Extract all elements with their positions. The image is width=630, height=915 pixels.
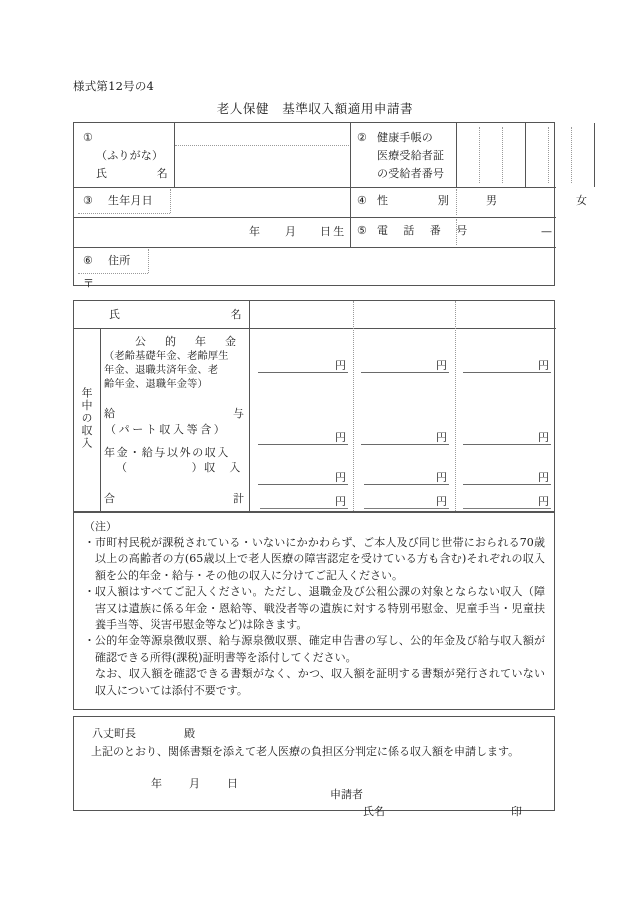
divider	[74, 328, 556, 329]
amount-rule	[260, 508, 348, 509]
note-continuation: なお、収入額を確認できる書類がなく、かつ、収入額を証明する書類が発行されていない収入については添付不要です。	[95, 667, 545, 697]
field-number-1: ①	[83, 131, 94, 144]
phone-divider	[456, 219, 457, 245]
health-book-label-l1: 健康手帳の	[377, 131, 433, 144]
health-book-label-l3: の受給者番号	[377, 167, 445, 180]
gender-option-male[interactable]: 男	[486, 194, 498, 207]
currency-unit: 円	[538, 471, 549, 484]
income-amount-other-3[interactable]	[463, 469, 551, 485]
currency-unit: 円	[335, 431, 346, 444]
divider	[74, 187, 556, 188]
gender-option-female[interactable]: 女	[576, 194, 588, 207]
amount-rule	[361, 444, 449, 445]
salary-label-right: 与	[233, 407, 244, 420]
note-item	[84, 584, 545, 633]
income-row-sublabel-other: （ ）収 入	[116, 461, 242, 474]
income-amount-total-3[interactable]	[463, 493, 551, 509]
income-name-input-2[interactable]	[356, 302, 453, 327]
field-number-6: ⑥	[83, 254, 94, 267]
currency-unit: 円	[335, 359, 346, 372]
submission-date-year[interactable]: 年	[151, 777, 162, 790]
birthdate-year-label: 年	[249, 225, 263, 238]
name-input-area[interactable]	[179, 153, 345, 183]
declaration-box	[73, 716, 555, 818]
divider	[100, 328, 101, 513]
income-row-sublabel-l1: （老齢基礎年金、老齢厚生	[104, 351, 229, 362]
phone-label: 電 話 番 号	[377, 224, 470, 237]
applicant-name-label: 氏名	[363, 805, 385, 818]
bullet-mark: ・	[84, 585, 95, 599]
field-number-3: ③	[83, 194, 94, 207]
note-item	[84, 633, 545, 666]
divider	[74, 247, 556, 248]
number-box-divider	[571, 127, 572, 183]
currency-unit: 円	[538, 359, 549, 372]
currency-unit: 円	[436, 471, 447, 484]
income-row-label-salary	[104, 406, 244, 421]
currency-unit: 円	[335, 495, 346, 508]
applicant-name-input[interactable]	[389, 802, 494, 818]
bullet-mark: ・	[84, 634, 95, 648]
submission-date-day[interactable]: 日	[227, 777, 238, 790]
amount-rule	[361, 372, 449, 373]
income-table	[73, 300, 555, 512]
notes-box	[73, 512, 555, 710]
income-row-sublabel-salary: （パート収入等含）	[105, 423, 228, 436]
address-label: 住所	[108, 254, 131, 267]
field-number-2: ②	[357, 131, 368, 144]
form-number: 様式第12号の4	[73, 79, 155, 93]
birthdate-guide-line	[78, 213, 170, 214]
income-amount-public-pension-1[interactable]	[258, 357, 348, 373]
currency-unit: 円	[436, 431, 447, 444]
currency-unit: 円	[335, 471, 346, 484]
field-number-5: ⑤	[357, 224, 368, 237]
name-label: 氏 名	[96, 167, 172, 180]
total-label-right: 計	[233, 492, 244, 505]
seal-label: 印	[511, 805, 522, 818]
birthdate-month-label: 月	[285, 225, 299, 238]
phone-input[interactable]	[458, 219, 554, 245]
declaration-statement: 上記のとおり、関係書類を添えて老人医療の負担区分判定に係る収入額を申請します。	[80, 745, 520, 758]
income-row-sublabel-l2: 年金、退職共済年金、老	[104, 365, 219, 376]
salary-label-left: 給	[104, 407, 115, 420]
divider	[249, 301, 250, 513]
income-row-sublabel-l3: 齢年金、退職年金等）	[104, 379, 208, 390]
income-column-divider	[455, 301, 456, 513]
income-name-input-1[interactable]	[252, 302, 351, 327]
address-guide-line	[78, 273, 148, 274]
amount-rule	[258, 484, 348, 485]
income-amount-salary-1[interactable]	[258, 429, 348, 445]
document-title: 老人保健 基準収入額適用申請書	[216, 101, 414, 116]
income-amount-salary-3[interactable]	[463, 429, 551, 445]
applicant-label: 申請者	[330, 788, 363, 801]
income-name-input-3[interactable]	[458, 302, 554, 327]
gender-divider	[456, 189, 457, 215]
amount-rule	[258, 444, 348, 445]
bullet-mark: ・	[84, 536, 95, 549]
income-row-label-total	[104, 491, 244, 506]
note-item-text: 収入額はすべてご記入ください。ただし、退職金及び公租公課の対象とならない収入（障害又は遺族に係る年金・恩給等、戦没者等の遺族に対する特別弔慰金、児童手当・児童扶養手当等、災害弔慰金等など)は除きます。	[95, 585, 545, 632]
income-column-divider	[353, 301, 354, 513]
birthdate-divider	[170, 189, 171, 213]
gender-label: 性 別	[377, 194, 453, 207]
income-amount-public-pension-2[interactable]	[361, 357, 449, 373]
income-row-label-other: 年金・給与以外の収入	[104, 446, 230, 459]
submission-date-month[interactable]: 月	[189, 777, 200, 790]
beneficiary-number-input[interactable]	[457, 124, 555, 186]
amount-rule	[364, 484, 449, 485]
currency-unit: 円	[538, 431, 549, 444]
address-divider	[148, 249, 149, 273]
postal-code-mark: 〒	[83, 277, 95, 290]
divider	[174, 123, 175, 187]
field-number-4: ④	[357, 194, 368, 207]
income-amount-total-1[interactable]	[260, 493, 348, 509]
birthdate-label: 生年月日	[108, 194, 153, 207]
addressee-honorific: 殿	[184, 727, 195, 740]
note-item-text: 市町村民税が課税されている・いないにかかわらず、ご本人及び同じ世帯におられる70歳以上の高齢者の方(65歳以上で老人医療の障害認定を受けている方も含む)それぞれの収入額を公的年金・給与・その他の収入に分けてご記入ください。	[95, 536, 545, 582]
total-label-left: 合	[104, 492, 115, 505]
currency-unit: 円	[436, 359, 447, 372]
note-item-text: 公的年金等源泉徴収票、給与源泉徴収票、確定申告書の写し、公的年金及び給与収入額が確認できる所得(課税)証明書等を添付してください。	[95, 634, 545, 664]
income-name-header: 氏 名	[109, 308, 246, 321]
divider	[350, 123, 351, 247]
amount-rule	[364, 508, 449, 509]
amount-rule	[463, 372, 551, 373]
phone-separator: —	[541, 225, 553, 238]
income-amount-total-2[interactable]	[364, 493, 449, 509]
divider	[594, 123, 595, 187]
income-row-label-public-pension: 公 的 年 金	[135, 335, 240, 348]
birthdate-day-label: 日生	[320, 225, 347, 238]
furigana-label: （ふりがな）	[96, 149, 164, 162]
address-input[interactable]	[152, 249, 552, 285]
applicant-info-table	[73, 122, 588, 290]
amount-rule	[463, 508, 551, 509]
addressee: 八丈町長	[92, 727, 136, 740]
income-amount-other-1[interactable]	[258, 469, 348, 485]
income-amount-public-pension-3[interactable]	[463, 357, 551, 373]
note-item	[84, 535, 545, 584]
notes-heading: （注）	[84, 520, 117, 533]
income-side-label: 年中の収入	[80, 387, 93, 450]
amount-rule	[463, 484, 551, 485]
amount-rule	[463, 444, 551, 445]
currency-unit: 円	[538, 495, 549, 508]
income-amount-salary-2[interactable]	[361, 429, 449, 445]
furigana-guide-line	[175, 145, 349, 146]
currency-unit: 円	[436, 495, 447, 508]
amount-rule	[258, 372, 348, 373]
health-book-label-l2: 医療受給者証	[377, 149, 445, 162]
income-amount-other-2[interactable]	[364, 469, 449, 485]
